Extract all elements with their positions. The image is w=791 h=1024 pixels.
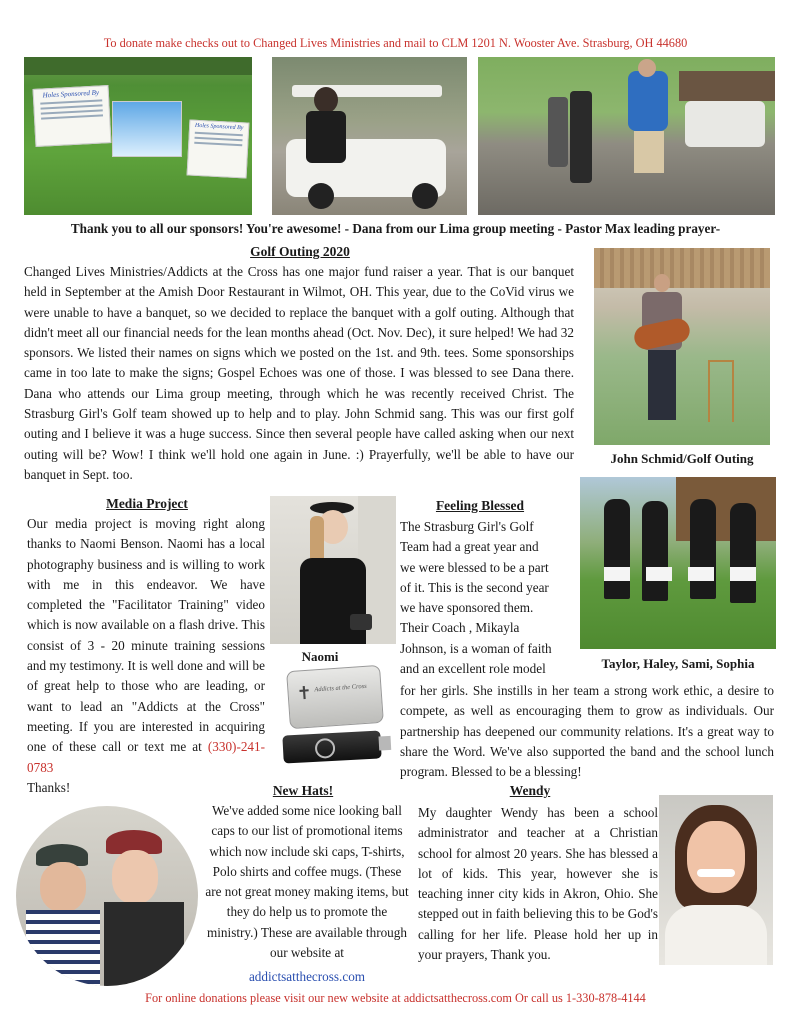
- tin-cross-icon: ✝: [295, 682, 313, 704]
- media-project-paragraph: [27, 514, 265, 778]
- blessed-line: of it. This is the second year: [400, 579, 549, 595]
- photo-sponsor-signs: [24, 57, 252, 215]
- sign-title: Holes Sponsored By: [42, 88, 100, 100]
- sign-title: Holes Sponsored By: [194, 122, 244, 132]
- sponsor-sign-2: [112, 101, 182, 157]
- blessed-line: we were blessed to be a part: [400, 559, 549, 575]
- blessed-line: Team had a great year and: [400, 539, 539, 555]
- top-photos-caption: Thank you to all our sponsors! You're awesome! - Dana from our Lima group meeting - Pastor Max leading prayer-: [70, 221, 721, 236]
- photo-naomi: [270, 496, 396, 644]
- naomi-caption: Naomi: [301, 649, 339, 664]
- flash-drive: [282, 730, 381, 763]
- feeling-blessed-heading: Feeling Blessed: [435, 498, 525, 513]
- blessed-line: Their Coach , Mikayla: [400, 620, 520, 636]
- blessed-line: we have sponsored them.: [400, 600, 534, 616]
- media-thanks: Thanks!: [27, 780, 71, 795]
- feeling-blessed-wide-text: for her girls. She instills in her team a strong work ethic, a desire to compete, as well as encouraging them to grow as individuals. Our partnership has deepened our community relations. It's a great way to share the Word. We've also supported the band and the school lunch program. Blessed to be a blessing!: [400, 683, 774, 780]
- blessed-line: The Strasburg Girl's Golf: [400, 519, 534, 534]
- photo-hats-couple: [16, 806, 198, 986]
- donate-line: To donate make checks out to Changed Lives Ministries and mail to CLM 1201 N. Wooster Ave. Strasburg, OH 44680: [103, 36, 688, 50]
- flash-drive-tin: [286, 665, 384, 729]
- photo-golf-team: [580, 477, 776, 649]
- photo-dana-golf-cart: [272, 57, 467, 215]
- new-hats-heading: New Hats!: [272, 783, 334, 798]
- wendy-heading: Wendy: [509, 783, 551, 798]
- photo-wendy: [659, 795, 773, 965]
- golf-outing-heading: Golf Outing 2020: [250, 244, 350, 259]
- sponsor-sign-3: [187, 119, 250, 178]
- golf-outing-paragraph: Changed Lives Ministries/Addicts at the Cross has one major fund raiser a year. That is our banquet held in September at the Amish Door Restaurant in Wilmot, OH. This year, due to the CoVid virus we were unable to have a banquet, so we decided to replace the banquet with a golf outing. Although that didn't meet all our financial needs for the lean months ahead (Oct. Nov. Dec), it sure helped! We had 32 sponsors. We listed their names on signs which we posted on the 1st. and 9th. tees. Some sponsorships came in too late to make the signs; Gospel Echoes was one of those. I was blessed to see Dana there. Dana who attends our Lima group meeting, through which he was recently received Christ. The Strasburg Girl's Golf team showed up to help and to play. John Schmid sang. This was our first golf outing and I believe it was a huge success. Since then several people have called asking when our next outing will be? Wow! I think we'll hold one again in June. :) Prayerfully, we'll be able to have our banquet in Sept. too.: [24, 264, 574, 482]
- golf-team-caption: Taylor, Haley, Sami, Sophia: [601, 656, 755, 671]
- media-project-heading: Media Project: [106, 496, 188, 511]
- photo-pastor-max-prayer: [478, 57, 775, 215]
- blessed-line: Johnson, is a woman of faith: [400, 640, 552, 656]
- sponsor-sign-1: [33, 85, 112, 147]
- media-project-text: Our media project is moving right along thanks to Naomi Benson. Naomi has a local photography business and is willing to work with me in this endeavor. We have completed the "Facilitator Training" video which is now available on a flash drive. This consist of 3 - 20 minute training sessions and my testimony. It is well done and will be of great help to those who are leading, or want to lead an "Addicts at the Cross" meeting. If you are interested in acquiring one of these call or text me at: [27, 516, 265, 755]
- feeling-blessed-narrow-text: [400, 517, 580, 679]
- john-schmid-caption: John Schmid/Golf Outing: [610, 451, 754, 466]
- blessed-line: and an excellent role model: [400, 661, 546, 677]
- phone-number[interactable]: (330)-241-0783: [27, 739, 266, 775]
- tin-label: Addicts at the Cross: [314, 682, 367, 694]
- wendy-paragraph: My daughter Wendy has been a school administrator and teacher at a Christian school for almost 20 years. She has blessed a lot of kids. This year, however she is teaching inner city kids in Akron, Ohio. She stepped out in faith believing this to be God's calling for her life. Please hold her up in your prayers, Thank you.: [418, 805, 658, 963]
- photo-john-schmid: [594, 248, 770, 445]
- new-hats-paragraph: We've added some nice looking ball caps to our list of promotional items which now include ski caps, T-shirts, Polo shirts and coffee mugs. (These are not great money making items, but they do help us to promote the ministry.) These are available through our website at: [205, 803, 409, 961]
- online-donations-line: For online donations please visit our new website at addictsatthecross.com Or call us 1-330-878-4144: [145, 991, 646, 1005]
- hats-website-link[interactable]: addictsatthecross.com: [248, 969, 366, 984]
